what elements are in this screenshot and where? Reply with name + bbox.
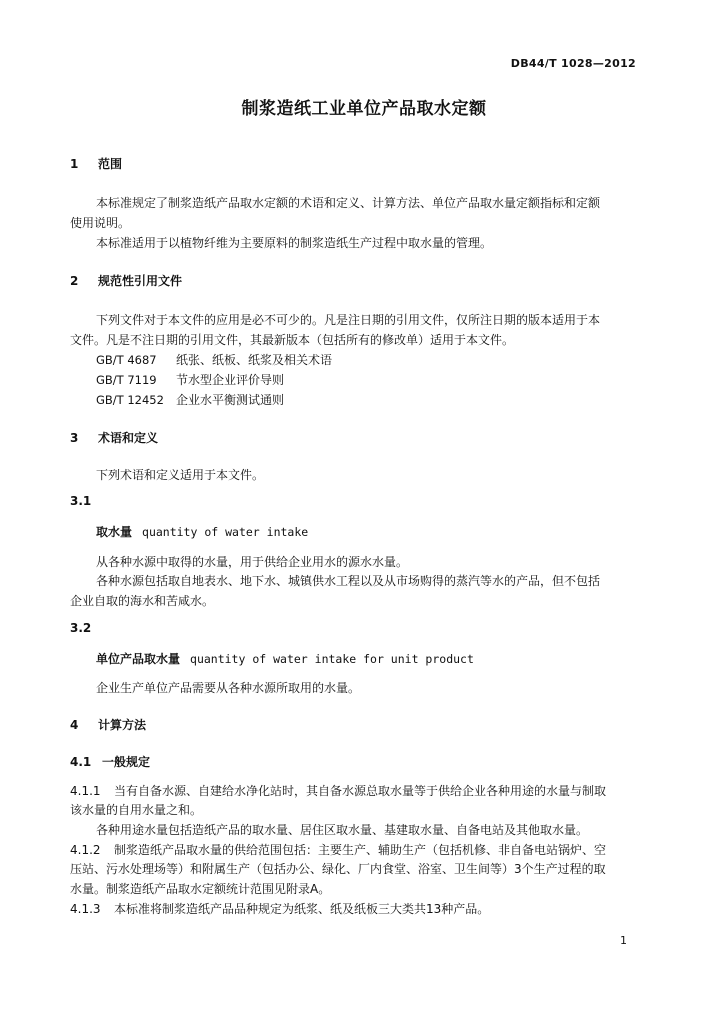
clause-4-1-3-line1 [70,900,489,917]
standard-code: DB44/T 1028—2012 [510,57,636,70]
subsection-4-1-title: 一般规定 [102,755,151,769]
term-3-2-number: 3.2 [70,621,92,635]
section-4-heading [70,716,146,733]
s2-para1-line1: 下列文件对于本文件的应用是必不可少的。凡是注日期的引用文件，仅所注日期的版本适用于本 [96,313,601,327]
reference-title: 节水型企业评价导则 [176,373,285,387]
reference-item [96,351,332,368]
section-2-number: 2 [70,274,79,288]
document-title: 制浆造纸工业单位产品取水定额 [241,99,487,119]
reference-title: 企业水平衡测试通则 [176,393,285,407]
reference-title: 纸张、纸板、纸浆及相关术语 [176,353,333,367]
section-1-number: 1 [70,157,79,171]
reference-item [96,391,284,408]
term-3-2-definition: 企业生产单位产品需要从各种水源所取用的水量。 [96,681,361,695]
clause-4-1-1-text: 当有自备水源、自建给水净化站时，其自备水源总取水量等于供给企业各种用途的水量与制取 [114,784,607,798]
clause-4-1-2-line3: 水量。制浆造纸产品取水定额统计范围见附录A。 [70,882,331,896]
clause-4-1-1-line1 [70,782,606,799]
term-3-2-chinese: 单位产品取水量 [96,652,181,666]
section-2-heading [70,272,182,289]
reference-code: GB/T 4687 [96,353,157,367]
section-3-number: 3 [70,431,79,445]
section-3-title: 术语和定义 [98,431,159,445]
term-3-1-note-line2: 企业自取的海水和苦咸水。 [70,594,215,608]
section-1-heading [70,155,122,172]
section-4-title: 计算方法 [98,718,147,732]
clause-4-1-3-number: 4.1.3 [70,902,101,916]
s1-para1-line1: 本标准规定了制浆造纸产品取水定额的术语和定义、计算方法、单位产品取水量定额指标和定额 [96,196,601,210]
reference-item [96,371,284,388]
subsection-4-1-heading [70,753,150,770]
term-3-2-english: quantity of water intake for unit product [190,652,474,666]
section-4-number: 4 [70,718,79,732]
s1-para2: 本标准适用于以植物纤维为主要原料的制浆造纸生产过程中取水量的管理。 [96,236,493,250]
term-3-2-heading [96,650,474,667]
s1-para1-line2: 使用说明。 [70,216,131,230]
term-3-1-english: quantity of water intake [142,525,309,539]
reference-code: GB/T 12452 [96,393,164,407]
clause-4-1-2-number: 4.1.2 [70,843,101,857]
term-3-1-heading [96,523,308,540]
clause-4-1-1-line3: 各种用途水量包括造纸产品的取水量、居住区取水量、基建取水量、自备电站及其他取水量。 [96,823,589,837]
reference-code: GB/T 7119 [96,373,157,387]
term-3-1-number: 3.1 [70,494,92,508]
section-2-title: 规范性引用文件 [98,274,183,288]
section-3-heading [70,429,158,446]
page-number: 1 [620,934,627,947]
clause-4-1-2-line1 [70,841,606,858]
clause-4-1-2-line2: 压站、污水处理场等）和附属生产（包括办公、绿化、厂内食堂、浴室、卫生间等）3个生产过程的取 [70,862,606,876]
clause-4-1-2-text: 制浆造纸产品取水量的供给范围包括：主要生产、辅助生产（包括机修、非自备电站锅炉、空 [114,843,607,857]
term-3-1-note-line1: 各种水源包括取自地表水、地下水、城镇供水工程以及从市场购得的蒸汽等水的产品，但不包括 [96,574,601,588]
section-1-title: 范围 [98,157,123,171]
term-3-1-chinese: 取水量 [96,525,133,539]
clause-4-1-1-line2: 该水量的自用水量之和。 [70,803,203,817]
s3-intro: 下列术语和定义适用于本文件。 [96,468,265,482]
subsection-4-1-number: 4.1 [70,755,92,769]
clause-4-1-1-number: 4.1.1 [70,784,101,798]
clause-4-1-3-text: 本标准将制浆造纸产品品种规定为纸浆、纸及纸板三大类共13种产品。 [114,902,490,916]
term-3-1-definition: 从各种水源中取得的水量，用于供给企业用水的源水水量。 [96,555,409,569]
s2-para1-line2: 文件。凡是不注日期的引用文件，其最新版本（包括所有的修改单）适用于本文件。 [70,333,515,347]
